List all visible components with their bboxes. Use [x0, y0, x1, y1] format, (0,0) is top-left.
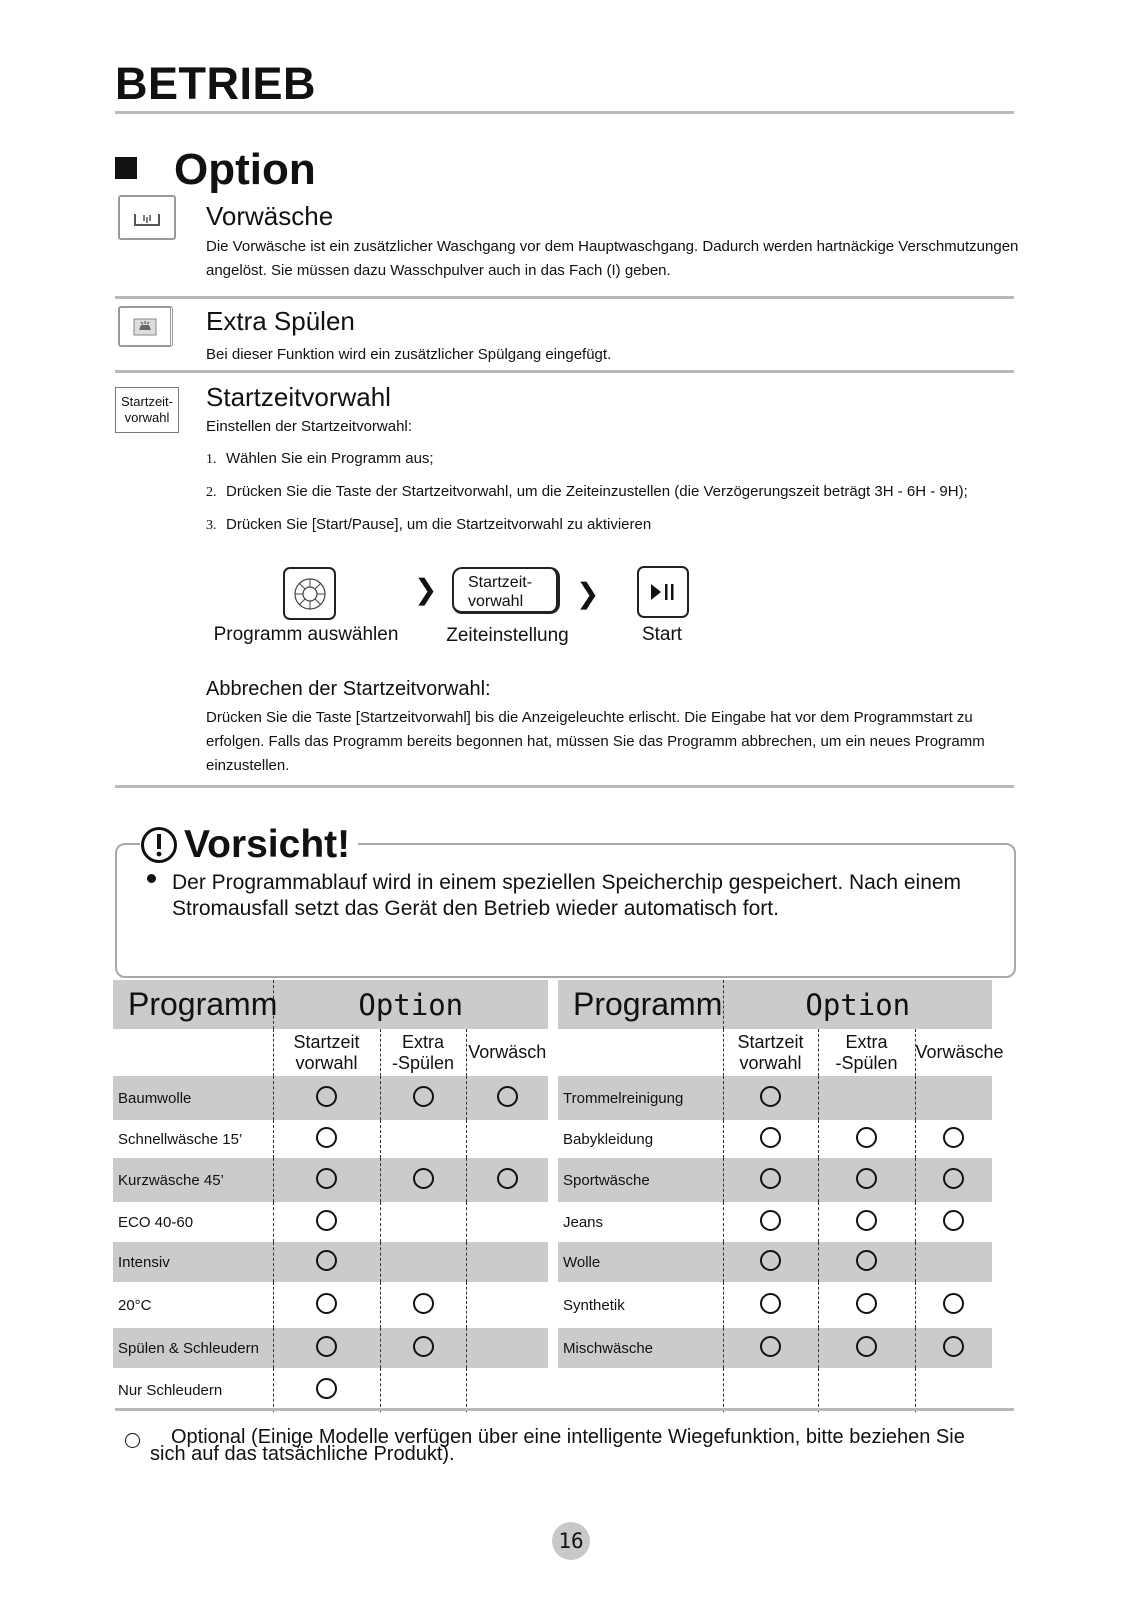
option-cell [818, 1076, 915, 1120]
divider [115, 296, 1014, 299]
option-cell [915, 1076, 992, 1120]
table-row [558, 1076, 992, 1120]
option-cell [723, 1076, 818, 1120]
program-name: Mischwäsche [558, 1328, 723, 1368]
option-cell [818, 1368, 915, 1412]
step-item: 3. Drücken Sie [Start/Pause], um die Startzeitvorwahl zu aktivieren [206, 516, 652, 533]
table-row [113, 1242, 548, 1282]
program-name: Spülen & Schleudern [113, 1328, 273, 1368]
program-name: Synthetik [563, 1296, 625, 1314]
vorwaesche-title: Vorwäsche [206, 201, 334, 231]
option-cell [273, 1282, 380, 1328]
option-cell [380, 1242, 466, 1282]
option-cell [818, 1120, 915, 1158]
program-table-left [113, 980, 548, 1412]
cancel-title: Abbrechen der Startzeitvorwahl: [206, 678, 491, 700]
program-header: Programm [558, 980, 723, 1029]
option-cell [466, 1368, 548, 1412]
option-cell [915, 1328, 992, 1368]
option-available-icon [856, 1127, 877, 1148]
option-cell [273, 1120, 380, 1158]
table-row [558, 1158, 992, 1202]
divider [115, 785, 1014, 788]
option-cell [380, 1120, 466, 1158]
program-name: Wolle [558, 1242, 723, 1282]
option-available-icon [497, 1168, 518, 1189]
section-title: Option [174, 145, 316, 194]
option-cell [466, 1120, 548, 1158]
divider [115, 370, 1014, 373]
option-cell [273, 1242, 380, 1282]
arrow-right-icon: ❯ [576, 578, 600, 609]
section-marker [115, 157, 137, 179]
option-cell [915, 1368, 992, 1412]
option-cell [466, 1158, 548, 1202]
option-available-icon [760, 1336, 781, 1357]
program-name: Intensiv [113, 1242, 273, 1282]
program-name: Jeans [563, 1213, 604, 1231]
program-dial-icon [283, 567, 336, 620]
option-header: Option [273, 980, 548, 1029]
caution-text: Der Programmablauf wird in einem speziellen Speicherchip gespeichert. Nach einem Stromausfall setzt das Gerät den Betrieb wieder automatisch fort. [172, 871, 962, 920]
option-cell [380, 1328, 466, 1368]
program-name: Sportwäsche [558, 1158, 723, 1202]
option-cell [915, 1282, 992, 1328]
program-name [558, 1368, 723, 1412]
option-cell [380, 1202, 466, 1242]
extra-spuelen-title: Extra Spülen [206, 306, 355, 336]
option-available-icon [316, 1378, 337, 1399]
option-available-icon [316, 1168, 337, 1189]
table-divider [115, 1408, 1014, 1411]
footnote: Optional (Einige Modelle verfügen über eine intelligente Wiegefunktion, bitte beziehen Sie sich auf das tatsächliche Produkt). [150, 1426, 965, 1465]
option-cell [723, 1202, 818, 1242]
option-cell [723, 1328, 818, 1368]
table-row [113, 1202, 548, 1242]
option-available-icon [856, 1293, 877, 1314]
startzeit-intro: Einstellen der Startzeitvorwahl: [206, 418, 412, 435]
step2-label: Zeiteinstellung [446, 625, 569, 646]
option-cell [273, 1368, 380, 1412]
vorwaesche-text: Die Vorwäsche ist ein zusätzlicher Waschgang vor dem Hauptwaschgang. Dadurch werden hartnäckige Verschmutzungen angelöst. Sie müssen dazu Wasschpulver auch in das Fach (I) geben. [206, 238, 1019, 279]
option-cell [818, 1282, 915, 1328]
col-header-delay: Startzeit vorwahl [723, 1029, 818, 1076]
option-available-icon [316, 1293, 337, 1314]
option-cell [915, 1202, 992, 1242]
extra-spuelen-text: Bei dieser Funktion wird ein zusätzlicher Spülgang eingefügt. [206, 346, 612, 363]
step-item: 2. Drücken Sie die Taste der Startzeitvorwahl, um die Zeiteinzustellen (die Verzögerungszeit beträgt 3H - 6H - 9H); [206, 483, 968, 500]
delay-start-button-icon: Startzeit- vorwahl [452, 567, 560, 614]
option-cell [818, 1328, 915, 1368]
table-row [558, 1368, 992, 1412]
page-title: BETRIEB [115, 58, 317, 109]
program-table-right [558, 980, 1004, 1412]
extra-rinse-icon [118, 306, 173, 347]
option-available-icon [413, 1168, 434, 1189]
option-available-icon [856, 1210, 877, 1231]
program-name: Kurzwäsche 45’ [113, 1158, 273, 1202]
option-cell [466, 1328, 548, 1368]
delay-start-icon: Startzeit- vorwahl [115, 387, 179, 433]
program-name: ECO 40-60 [118, 1213, 194, 1231]
option-available-icon [413, 1293, 434, 1314]
option-available-icon [760, 1293, 781, 1314]
program-name: Trommelreinigung [558, 1076, 723, 1120]
table-row [113, 1368, 548, 1412]
caution-title: Vorsicht! [184, 823, 351, 866]
option-cell [380, 1368, 466, 1412]
option-available-icon [760, 1127, 781, 1148]
option-available-icon [413, 1086, 434, 1107]
option-cell [818, 1158, 915, 1202]
option-available-icon [497, 1086, 518, 1107]
bullet [147, 874, 156, 883]
option-available-icon [760, 1168, 781, 1189]
program-name: 20°C [118, 1296, 152, 1314]
option-cell [273, 1076, 380, 1120]
table-row [558, 1120, 992, 1158]
option-available-icon [760, 1250, 781, 1271]
option-cell [723, 1120, 818, 1158]
option-available-icon [316, 1250, 337, 1271]
option-available-icon [856, 1168, 877, 1189]
option-cell [466, 1242, 548, 1282]
option-cell [723, 1158, 818, 1202]
option-available-icon [316, 1086, 337, 1107]
option-cell [466, 1282, 548, 1328]
option-cell [273, 1158, 380, 1202]
table-row [558, 1202, 992, 1242]
program-header: Programm [113, 980, 273, 1029]
caution-heading [140, 823, 358, 867]
startzeit-title: Startzeitvorwahl [206, 382, 391, 412]
program-name: Schnellwäsche 15’ [118, 1130, 243, 1148]
col-header-extra-rinse: Extra -Spülen [818, 1029, 915, 1076]
step3-label: Start [641, 624, 683, 645]
table-row [558, 1242, 992, 1282]
program-name: Nur Schleudern [118, 1381, 223, 1399]
cancel-text: Drücken Sie die Taste [Startzeitvorwahl] bis die Anzeigeleuchte erlischt. Die Eingabe hat vor dem Programmstart zu erfolgen. Falls das Programm bereits begonnen hat, müssen Sie das Programm abbrechen, um ein neues Programm einzustellen. [206, 709, 985, 774]
col-header-prewash: Vorwäsch [466, 1029, 548, 1076]
page-number: 16 [552, 1522, 590, 1560]
option-cell [915, 1120, 992, 1158]
option-available-icon [316, 1210, 337, 1231]
table-row [113, 1076, 548, 1120]
header-divider [115, 111, 1014, 114]
col-header-extra-rinse: Extra -Spülen [380, 1029, 466, 1076]
step-item: 1. Wählen Sie ein Programm aus; [206, 450, 434, 467]
option-available-icon [316, 1336, 337, 1357]
col-header-prewash: Vorwäsche [915, 1029, 992, 1076]
table-row [113, 1120, 548, 1158]
option-available-icon [413, 1336, 434, 1357]
arrow-right-icon: ❯ [414, 574, 438, 605]
option-cell [818, 1202, 915, 1242]
option-cell [380, 1158, 466, 1202]
option-available-icon [943, 1293, 964, 1314]
step1-label: Programm auswählen [213, 624, 399, 645]
option-cell [273, 1202, 380, 1242]
col-header-delay: Startzeit vorwahl [273, 1029, 380, 1076]
table-row [113, 1282, 548, 1328]
option-available-icon [856, 1336, 877, 1357]
table-row [113, 1158, 548, 1202]
option-available-icon [316, 1127, 337, 1148]
option-cell [818, 1242, 915, 1282]
option-cell [723, 1282, 818, 1328]
option-cell [466, 1202, 548, 1242]
option-available-icon [760, 1086, 781, 1107]
table-row [558, 1328, 992, 1368]
option-cell [723, 1242, 818, 1282]
option-cell [273, 1328, 380, 1368]
program-name: Babykleidung [563, 1130, 654, 1148]
option-cell [466, 1076, 548, 1120]
table-row [558, 1282, 992, 1328]
option-available-icon [856, 1250, 877, 1271]
option-cell [380, 1076, 466, 1120]
option-available-icon [943, 1210, 964, 1231]
warning-icon [140, 826, 178, 864]
option-cell [915, 1242, 992, 1282]
option-available-icon [760, 1210, 781, 1231]
option-cell [380, 1282, 466, 1328]
option-cell [915, 1158, 992, 1202]
table-row [113, 1328, 548, 1368]
option-available-icon [943, 1127, 964, 1148]
option-available-icon [943, 1168, 964, 1189]
optional-marker-icon [125, 1433, 140, 1448]
prewash-tub-icon [118, 195, 176, 240]
option-cell [723, 1368, 818, 1412]
option-available-icon [943, 1336, 964, 1357]
option-header: Option [723, 980, 992, 1029]
start-pause-icon [637, 566, 689, 618]
program-name: Baumwolle [113, 1076, 273, 1120]
